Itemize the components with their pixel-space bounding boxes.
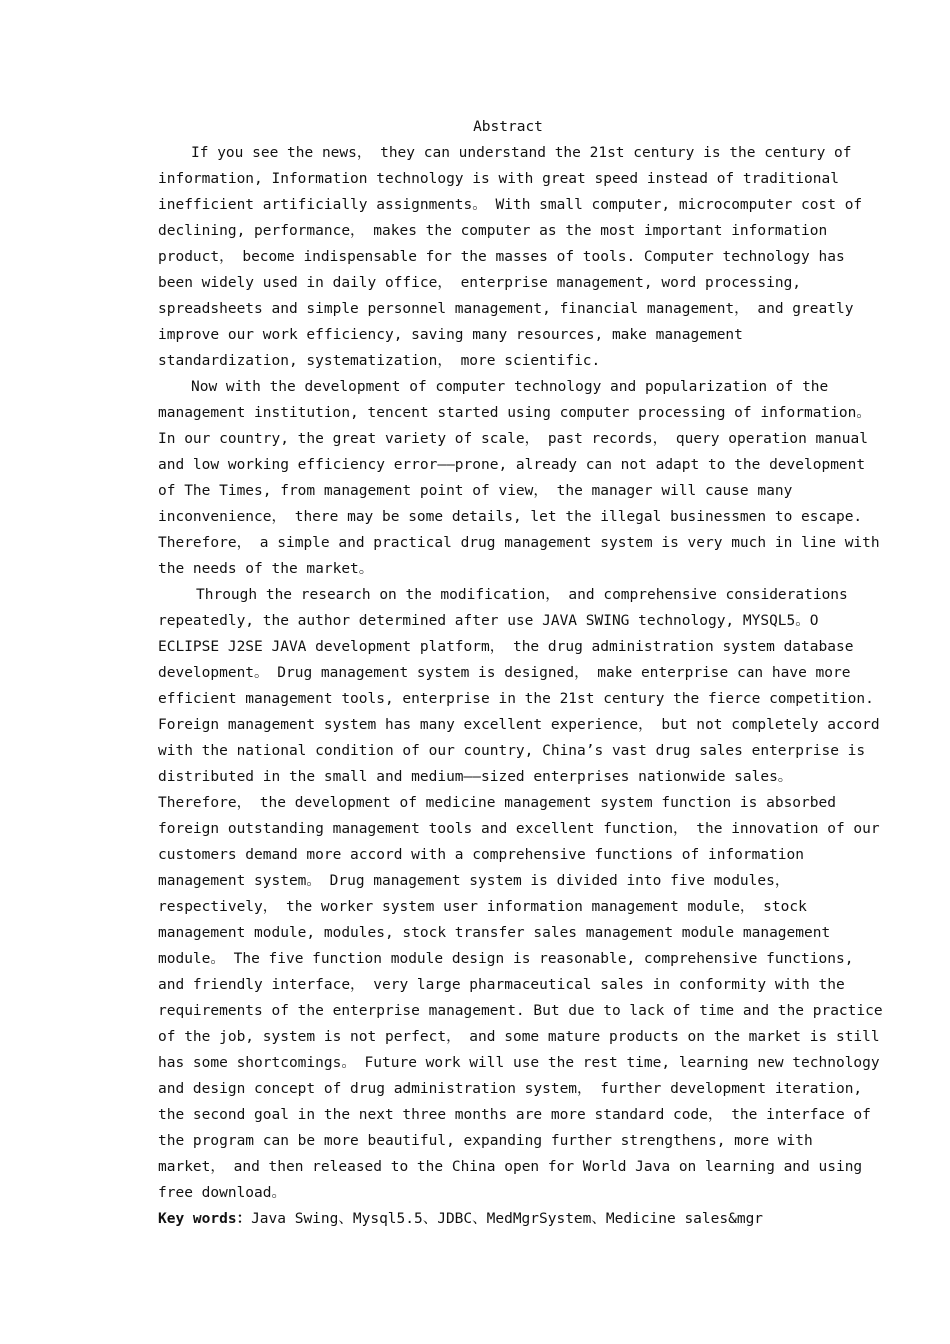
paragraph-line: and design concept of drug administration system， further development iteration,: [158, 1081, 863, 1097]
paragraph-line: inefficient artificially assignments。 With small computer, microcomputer cost of: [158, 197, 863, 213]
paragraph-line: requirements of the enterprise management. But due to lack of time and the practice: [158, 1003, 883, 1019]
paragraph-line: with the national condition of our country, China’s vast drug sales enterprise is: [158, 743, 866, 759]
paragraph-line: improve our work efficiency, saving many resources, make management: [158, 327, 743, 343]
keywords-value: Java Swing、Mysql5.5、JDBC、MedMgrSystem、Medicine sales&mgr: [251, 1211, 764, 1227]
paragraph-line: been widely used in daily office， enterprise management, word processing,: [158, 275, 802, 291]
paragraph-line: of the job, system is not perfect， and some mature products on the market is still: [158, 1029, 880, 1045]
paragraph-line: management institution, tencent started using computer processing of information。: [158, 405, 871, 421]
paragraph-line: If you see the news， they can understand the 21st century is the century of: [191, 145, 852, 161]
abstract-title: Abstract: [473, 119, 543, 135]
paragraph-line: Foreign management system has many excellent experience， but not completely accord: [158, 717, 880, 733]
paragraph-line: efficient management tools, enterprise in the 21st century the fierce competition.: [158, 691, 874, 707]
paragraph-line: and low working efficiency error——prone, already can not adapt to the development: [158, 457, 866, 473]
abstract-paragraph-1: [158, 140, 863, 374]
paragraph-line: the needs of the market。: [158, 561, 374, 577]
paragraph-line: management module, modules, stock transfer sales management module management: [158, 925, 831, 941]
paragraph-line: ECLIPSE J2SE JAVA development platform， the drug administration system database: [158, 639, 854, 655]
paragraph-line: the second goal in the next three months are more standard code， the interface of: [158, 1107, 871, 1123]
paragraph-line: Through the research on the modification， and comprehensive considerations: [196, 587, 848, 603]
abstract-paragraph-3: [158, 582, 883, 1206]
paragraph-line: information, Information technology is with great speed instead of traditional: [158, 171, 839, 187]
paragraph-line: distributed in the small and medium——sized enterprises nationwide sales。: [158, 769, 793, 785]
paragraph-line: market， and then released to the China open for World Java on learning and using: [158, 1159, 863, 1175]
abstract-body: [158, 114, 883, 1232]
paragraph-line: standardization, systematization， more scientific.: [158, 353, 601, 369]
paragraph-line: free download。: [158, 1185, 286, 1201]
paragraph-line: respectively， the worker system user information management module， stock: [158, 899, 807, 915]
paragraph-line: inconvenience， there may be some details, let the illegal businessmen to escape.: [158, 509, 863, 525]
abstract-paragraph-2: [158, 374, 880, 582]
paragraph-line: of The Times, from management point of view， the manager will cause many: [158, 483, 793, 499]
paragraph-line: has some shortcomings。 Future work will use the rest time, learning new technology: [158, 1055, 880, 1071]
paragraph-line: repeatedly, the author determined after use JAVA SWING technology, MYSQL5。O: [158, 613, 819, 629]
paragraph-line: Now with the development of computer technology and popularization of the: [191, 379, 829, 395]
paragraph-line: Therefore， the development of medicine management system function is absorbed: [158, 795, 836, 811]
keywords-label: Key words：: [158, 1211, 252, 1227]
paragraph-line: declining, performance， makes the computer as the most important information: [158, 223, 828, 239]
paragraph-line: In our country, the great variety of scale， past records， query operation manual: [158, 431, 868, 447]
paragraph-line: the program can be more beautiful, expanding further strengthens, more with: [158, 1133, 813, 1149]
paragraph-line: foreign outstanding management tools and excellent function， the innovation of our: [158, 821, 880, 837]
paragraph-line: development。 Drug management system is designed， make enterprise can have more: [158, 665, 851, 681]
paragraph-line: module。 The five function module design is reasonable, comprehensive functions,: [158, 951, 854, 967]
paragraph-line: customers demand more accord with a comprehensive functions of information: [158, 847, 805, 863]
paragraph-line: spreadsheets and simple personnel management, financial management， and greatly: [158, 301, 854, 317]
keywords-line: [158, 1206, 858, 1232]
paragraph-line: management system。 Drug management system is divided into five modules，: [158, 873, 790, 889]
paragraph-line: Therefore， a simple and practical drug management system is very much in line with: [158, 535, 880, 551]
paragraph-line: and friendly interface， very large pharmaceutical sales in conformity with the: [158, 977, 845, 993]
paragraph-line: product， become indispensable for the masses of tools. Computer technology has: [158, 249, 845, 265]
